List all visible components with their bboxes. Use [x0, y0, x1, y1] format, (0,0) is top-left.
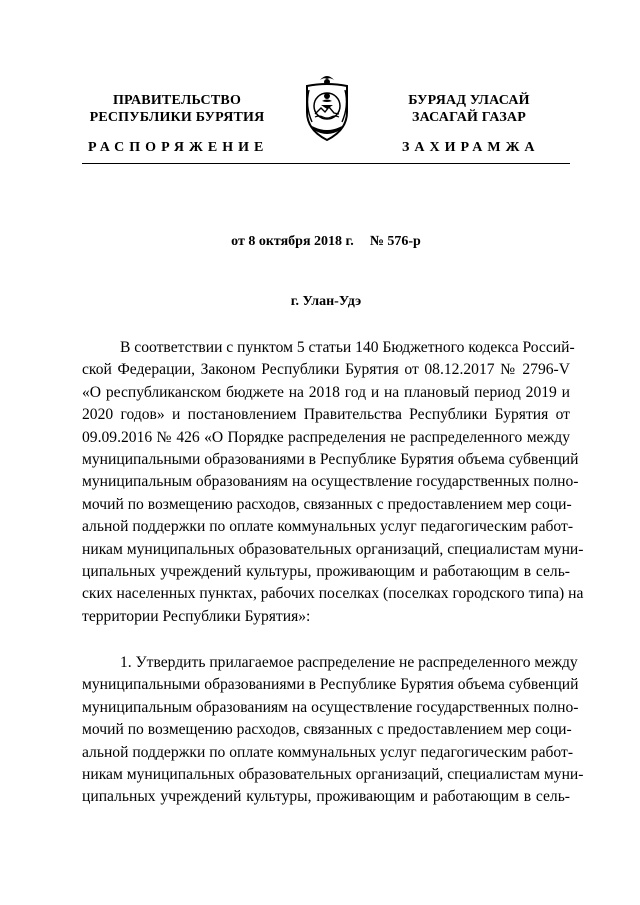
text-line: ской Федерации, Законом Республики Бурятия от 08.12.2017 № 2796-V [82, 361, 570, 379]
decree-type-buryat: ЗАХИРАМЖА [402, 140, 540, 155]
text-line: альной поддержки по оплате коммунальных услуг педагогическим работ- [82, 518, 574, 536]
text-line: 09.09.2016 № 426 «О Порядке распределения не распределенного между [82, 428, 570, 446]
government-name [84, 92, 270, 126]
item-1-paragraph [82, 652, 584, 809]
text-line: муниципальными образованиями в Республике Бурятия объема субвенций [82, 676, 579, 694]
text-line: мочий по возмещению расходов, связанных с предоставлением мер соци- [82, 495, 572, 513]
text-line: 1. Утвердить прилагаемое распределение не распределенного между [120, 654, 578, 671]
government-name-line2: РЕСПУБЛИКИ БУРЯТИЯ [89, 110, 265, 125]
text-line: ципальных учреждений культуры, проживающим и работающим в сель- [82, 788, 570, 806]
header-divider [82, 163, 570, 164]
decree-date: от 8 октября 2018 г. [231, 234, 354, 249]
text-line: муниципальными образованиями в Республике Бурятия объема субвенций [82, 451, 579, 469]
government-name-buryat-line1: БУРЯАД УЛАСАЙ [408, 93, 530, 108]
text-line: альной поддержки по оплате коммунальных услуг педагогическим работ- [82, 743, 574, 761]
text-line: никам муниципальных образовательных организаций, специалистам муни- [82, 540, 584, 558]
text-line: никам муниципальных образовательных организаций, специалистам муни- [82, 766, 584, 784]
preamble-paragraph [82, 337, 584, 628]
text-line: 2020 годов» и постановлением Правительства Республики Бурятия от [82, 406, 570, 424]
government-name-line1: ПРАВИТЕЛЬСТВО [112, 93, 242, 108]
coat-of-arms-icon [300, 72, 354, 146]
government-name-buryat-line2: ЗАСАГАЙ ГАЗАР [411, 110, 526, 125]
decree-city: г. Улан-Удэ [290, 294, 362, 309]
government-name-buryat [378, 92, 560, 126]
decree-type: РАСПОРЯЖЕНИЕ [88, 140, 269, 155]
text-line: ских населенных пунктах, рабочих поселках (поселках городского типа) на [82, 585, 584, 603]
decree-number: № 576-р [369, 234, 421, 249]
text-line: «О республиканском бюджете на 2018 год и на плановый период 2019 и [82, 383, 570, 401]
text-line: мочий по возмещению расходов, связанных с предоставлением мер соци- [82, 721, 572, 739]
text-line: территории Республики Бурятия»: [82, 607, 311, 625]
text-line: муниципальным образованиям на осуществление государственных полно- [82, 473, 579, 491]
text-line: муниципальным образованиям на осуществление государственных полно- [82, 698, 579, 716]
text-line: ципальных учреждений культуры, проживающим и работающим в сель- [82, 563, 570, 581]
text-line: В соответствии с пунктом 5 статьи 140 Бюджетного кодекса Россий- [120, 339, 575, 356]
decree-date-line [82, 234, 570, 250]
